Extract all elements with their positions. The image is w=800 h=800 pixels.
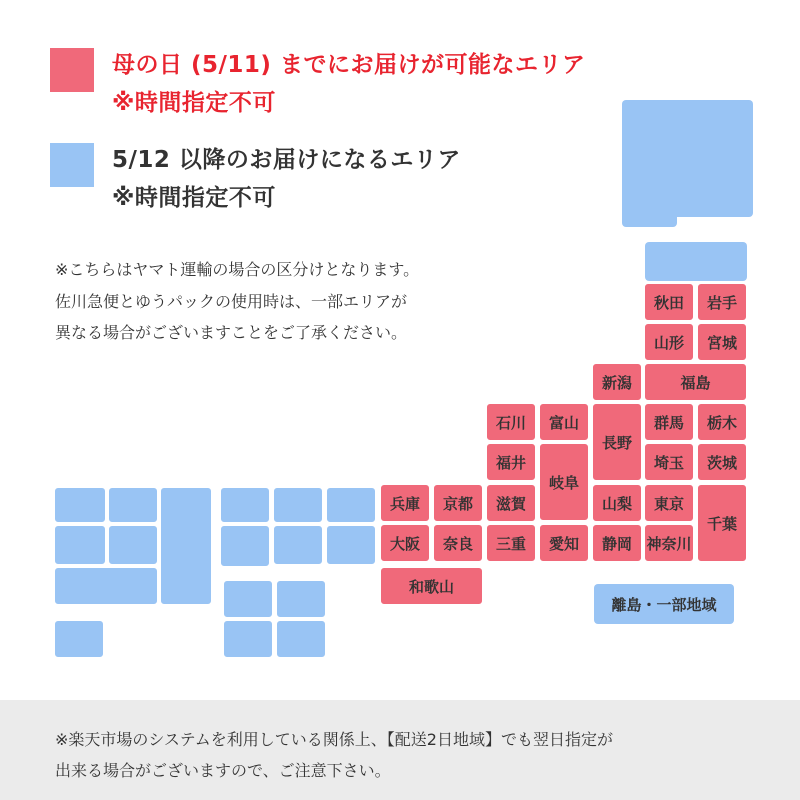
pref-wakayama: 和歌山 (380, 567, 483, 605)
pref-miyagi: 宮城 (697, 323, 747, 361)
map-chugoku-4 (220, 525, 270, 567)
map-chugoku-2 (273, 487, 323, 523)
pref-gifu: 岐阜 (539, 443, 589, 521)
pref-yamagata: 山形 (644, 323, 694, 361)
pref-fukui: 福井 (486, 443, 536, 481)
legend-red-title: 母の日 (5/11) までにお届けが可能なエリア (112, 52, 586, 78)
footer-notice (0, 700, 800, 800)
pref-shizuoka: 静岡 (592, 524, 642, 562)
footer-line-2: 出来る場合がございますので、ご注意下さい。 (55, 761, 391, 780)
pref-tochigi: 栃木 (697, 403, 747, 441)
legend-blue-title: 5/12 以降のお届けになるエリア (112, 147, 461, 173)
map-chugoku-6 (326, 525, 376, 565)
footer-line-1: ※楽天市場のシステムを利用している関係上、【配送2日地域】でも翌日指定が (55, 730, 613, 749)
pref-nagano: 長野 (592, 403, 642, 481)
map-shikoku-2 (276, 580, 326, 618)
pref-ishikawa: 石川 (486, 403, 536, 441)
pref-akita: 秋田 (644, 283, 694, 321)
pref-kanagawa: 神奈川 (644, 524, 694, 562)
pref-mie: 三重 (486, 524, 536, 562)
pref-niigata: 新潟 (592, 363, 642, 401)
pref-tokyo: 東京 (644, 484, 694, 522)
pref-saitama: 埼玉 (644, 443, 694, 481)
pref-hyogo: 兵庫 (380, 484, 430, 522)
pref-shiga: 滋賀 (486, 484, 536, 522)
pref-yamanashi: 山梨 (592, 484, 642, 522)
map-hokkaido-tail (622, 200, 677, 227)
pref-fukushima: 福島 (644, 363, 747, 401)
pref-nara: 奈良 (433, 524, 483, 562)
legend-red-note: ※時間指定不可 (112, 90, 276, 116)
remote-islands-label: 離島・一部地域 (594, 584, 734, 624)
pref-gunma: 群馬 (644, 403, 694, 441)
map-chugoku-1 (220, 487, 270, 523)
pref-osaka: 大阪 (380, 524, 430, 562)
map-kyushu-1 (54, 487, 106, 523)
pref-aichi: 愛知 (539, 524, 589, 562)
map-kyushu-6 (54, 567, 158, 605)
pref-toyama: 富山 (539, 403, 589, 441)
note-line-3: 異なる場合がございますことをご了承ください。 (55, 323, 408, 342)
map-kyushu-2 (108, 487, 158, 523)
map-kyushu-3 (54, 525, 106, 565)
map-chugoku-5 (273, 525, 323, 565)
pref-ibaraki: 茨城 (697, 443, 747, 481)
map-chugoku-3 (326, 487, 376, 523)
pref-kyoto: 京都 (433, 484, 483, 522)
note-line-2: 佐川急便とゆうパックの使用時は、一部エリアが (55, 292, 408, 311)
map-okinawa (54, 620, 104, 658)
note-line-1: ※こちらはヤマト運輸の場合の区分けとなります。 (55, 260, 420, 279)
pref-chiba: 千葉 (697, 484, 747, 562)
map-kyushu-5 (160, 487, 212, 605)
map-shikoku-3 (223, 620, 273, 658)
map-aomori (645, 242, 747, 281)
legend-blue-note: ※時間指定不可 (112, 185, 276, 211)
pref-iwate: 岩手 (697, 283, 747, 321)
map-kyushu-4 (108, 525, 158, 565)
map-shikoku-4 (276, 620, 326, 658)
map-shikoku-1 (223, 580, 273, 618)
